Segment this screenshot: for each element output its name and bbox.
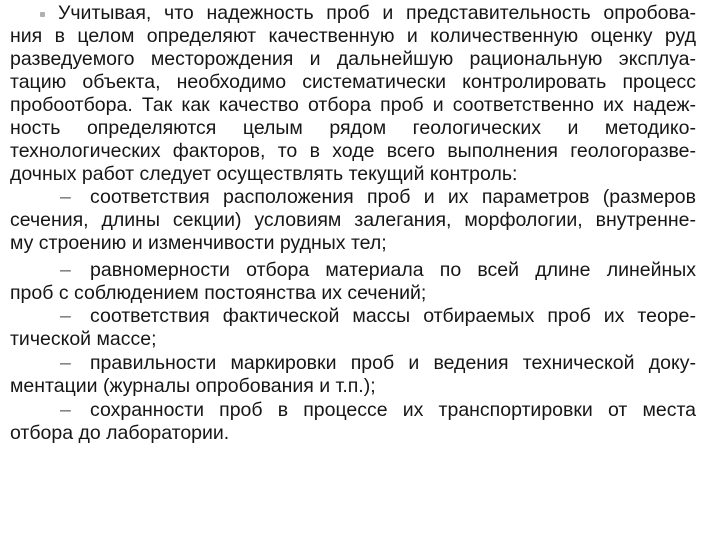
list-item xyxy=(10,399,696,422)
list-item xyxy=(10,305,696,328)
paragraph-line: тацию объекта, необходимо систематически контролировать процесс xyxy=(10,71,696,93)
paragraph-line: разведуемого месторождения и дальнейшую рациональную эксплуа- xyxy=(10,48,696,70)
list-item xyxy=(10,352,696,375)
list-item-continuation: му строению и изменчивости рудных тел; xyxy=(10,232,387,254)
list-item-continuation: проб с соблюдением постоянства их сечений; xyxy=(10,282,427,304)
paragraph-line: пробоотбора. Так как качество отбора проб и соответственно их надеж- xyxy=(10,94,696,116)
dash-marker: – xyxy=(60,259,71,281)
list-item-text: равномерности отбора материала по всей длине линейных xyxy=(90,259,696,281)
list-item-continuation: тической массе; xyxy=(10,328,157,350)
list-item-continuation: отбора до лаборатории. xyxy=(10,422,230,444)
list-item-text: соответствия фактической массы отбираемых проб их теоре- xyxy=(90,305,696,327)
list-item-text: соответствия расположения проб и их параметров (размеров xyxy=(90,186,696,208)
dash-marker: – xyxy=(60,186,71,208)
list-item-text: правильности маркировки проб и ведения технической доку- xyxy=(90,352,696,374)
paragraph-line: дочных работ следует осуществлять текущий контроль: xyxy=(10,163,518,185)
list-item-continuation: ментации (журналы опробования и т.п.); xyxy=(10,375,376,397)
list-item-text: сохранности проб в процессе их транспортировки от места xyxy=(90,399,696,421)
dash-marker: – xyxy=(60,305,71,327)
paragraph-line: ность определяются целым рядом геологических и методико- xyxy=(10,117,696,139)
paragraph-line: технологических факторов, то в ходе всего выполнения геологоразве- xyxy=(10,140,696,162)
dash-marker: – xyxy=(60,352,71,374)
list-item xyxy=(10,259,696,282)
paragraph-marker xyxy=(40,12,45,17)
dash-marker: – xyxy=(60,399,71,421)
paragraph-line: ния в целом определяют качественную и количественную оценку руд xyxy=(10,25,696,47)
list-item-continuation: сечения, длины секции) условиям залегания, морфологии, внутренне- xyxy=(10,209,696,231)
list-item xyxy=(10,186,696,209)
paragraph-line: Учитывая, что надежность проб и представительность опробова- xyxy=(58,2,696,24)
